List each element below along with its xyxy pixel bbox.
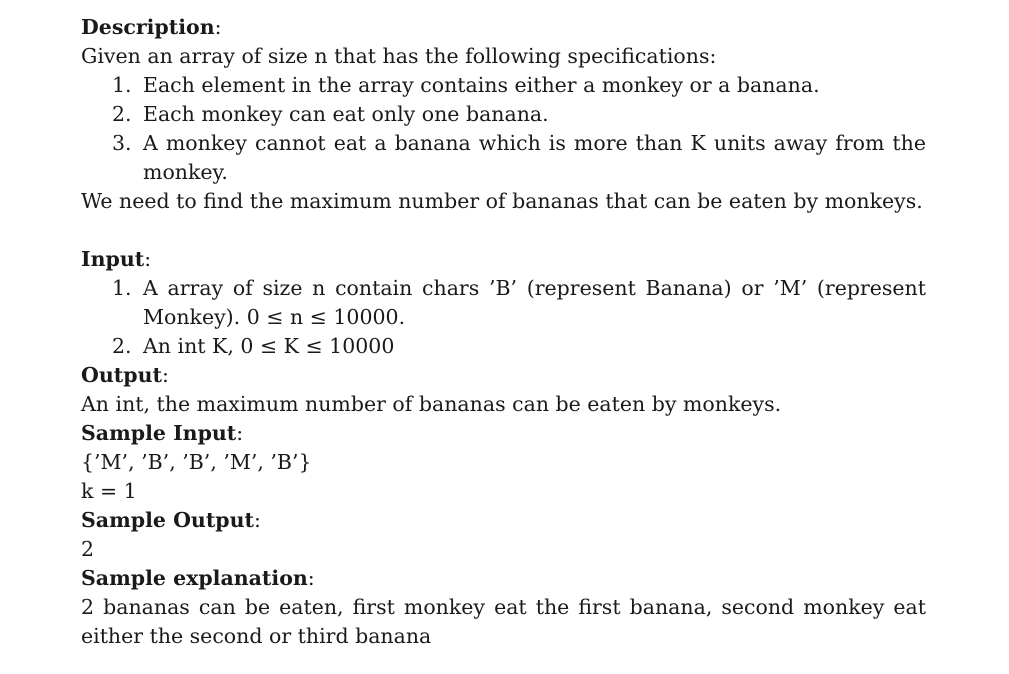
description-item	[81, 71, 926, 100]
list-item-text: A array of size n contain chars ’B’ (represent Banana) or ’M’ (represent Monkey). 0 ≤ n ≤ 10000.	[143, 276, 926, 329]
sample-input-k: k = 1	[81, 479, 137, 503]
sample-output-value: 2	[81, 537, 95, 561]
input-heading-colon: :	[144, 247, 152, 271]
description-heading-text: Description	[81, 15, 215, 39]
sample-input-heading-colon: :	[236, 421, 244, 445]
list-item-text: Each monkey can eat only one banana.	[143, 102, 549, 126]
sample-explanation-heading-text: Sample explanation	[81, 566, 308, 590]
section-spacer	[81, 216, 926, 245]
output-text: An int, the maximum number of bananas can be eaten by monkeys.	[81, 392, 782, 416]
sample-explanation-heading-colon: :	[307, 566, 315, 590]
sample-input-heading-text: Sample Input	[81, 421, 237, 445]
sample-explanation-heading	[81, 564, 926, 593]
sample-output-heading-text: Sample Output	[81, 508, 255, 532]
sample-output-heading-colon: :	[254, 508, 261, 532]
output-heading-text: Output	[81, 363, 162, 387]
input-item	[81, 274, 926, 332]
sample-input-heading	[81, 419, 926, 448]
output-heading	[81, 361, 926, 390]
description-list	[81, 71, 926, 187]
list-item-text: A monkey cannot eat a banana which is more than K units away from the monkey.	[143, 131, 926, 184]
input-heading-text: Input	[81, 247, 145, 271]
description-heading	[81, 13, 926, 42]
list-number: 2.	[112, 334, 132, 358]
description-heading-colon: :	[214, 15, 222, 39]
output-heading-colon: :	[161, 363, 169, 387]
list-number: 1.	[112, 276, 132, 300]
problem-statement	[81, 13, 926, 651]
description-goal: We need to find the maximum number of bananas that can be eaten by monkeys.	[81, 189, 923, 213]
description-item	[81, 100, 926, 129]
description-intro: Given an array of size n that has the following specifications:	[81, 44, 717, 68]
input-item	[81, 332, 926, 361]
list-number: 2.	[112, 102, 132, 126]
input-list	[81, 274, 926, 361]
sample-input-array: {’M’, ’B’, ’B’, ’M’, ’B’}	[81, 450, 312, 474]
sample-output-heading	[81, 506, 926, 535]
list-number: 1.	[112, 73, 132, 97]
description-item	[81, 129, 926, 187]
list-item-text: Each element in the array contains either a monkey or a banana.	[143, 73, 820, 97]
list-number: 3.	[112, 131, 132, 155]
sample-explanation-text: 2 bananas can be eaten, first monkey eat the first banana, second monkey eat either the second or third banana	[81, 595, 926, 648]
list-item-text: An int K, 0 ≤ K ≤ 10000	[143, 334, 395, 358]
input-heading	[81, 245, 926, 274]
